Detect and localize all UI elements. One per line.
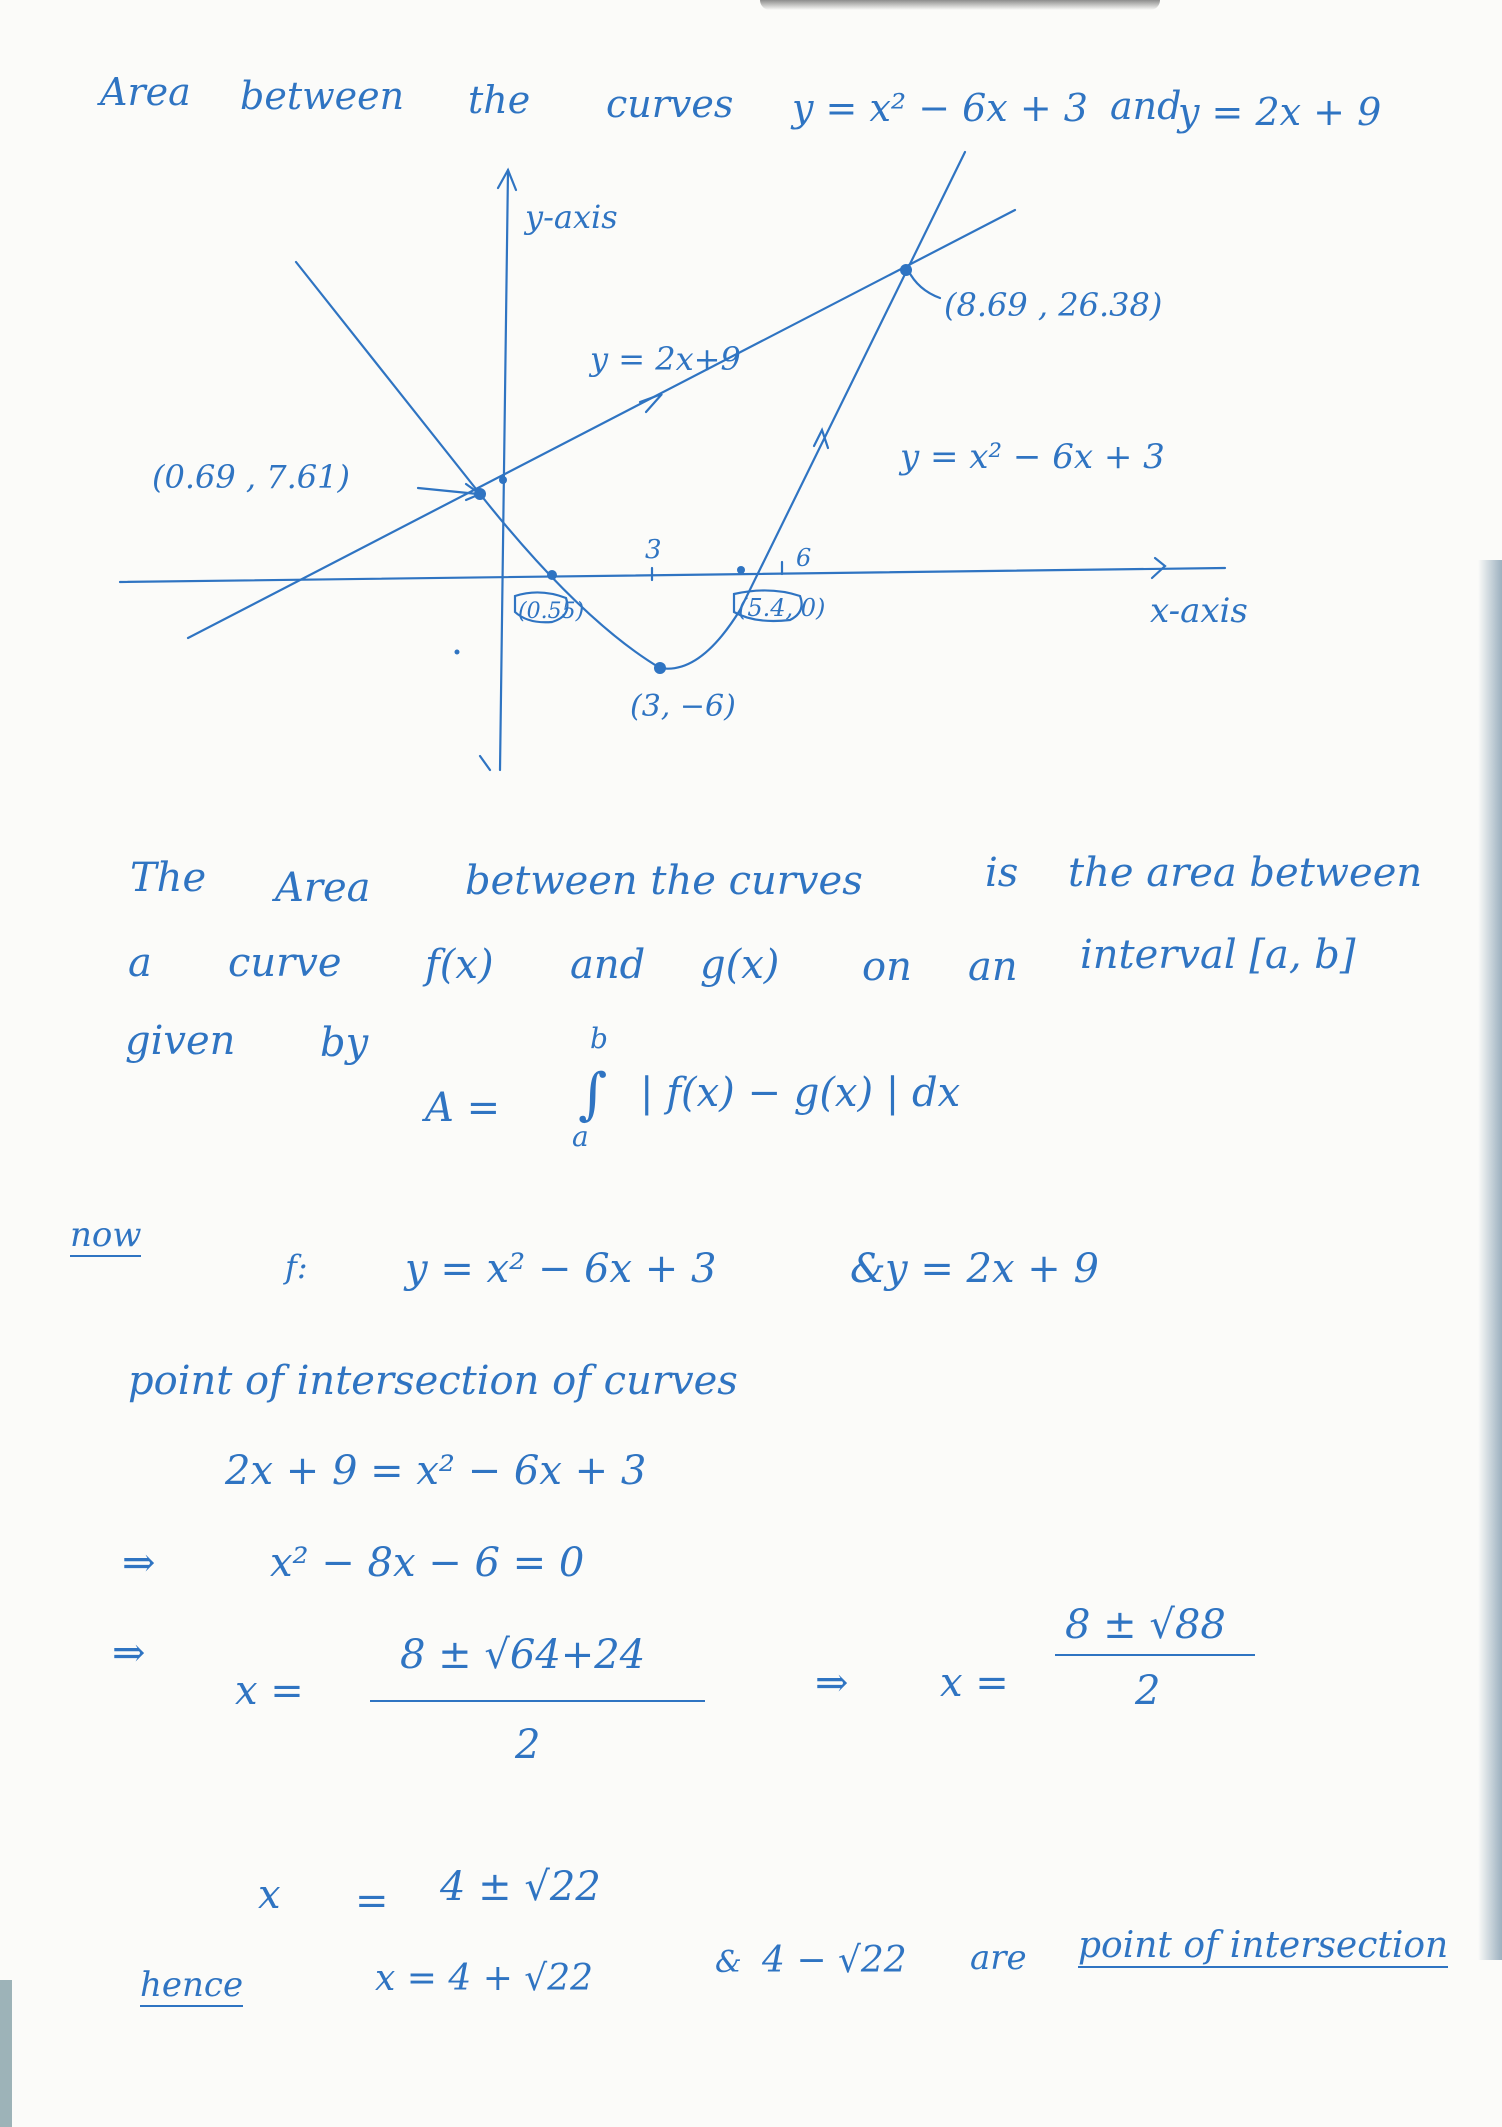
x-axis: [120, 568, 1225, 582]
title-word: and: [1110, 84, 1182, 128]
x-axis-label: x-axis: [1150, 591, 1248, 631]
formula-lhs: A =: [425, 1085, 501, 1131]
text-by: by: [320, 1020, 369, 1066]
curve-sketch: [0, 0, 1502, 820]
fraction-bar-2: [1055, 1654, 1255, 1656]
integral-sign: ∫: [578, 1062, 608, 1127]
pointer-left: [418, 488, 478, 494]
parabola-label: y = x² − 6x + 3: [900, 437, 1165, 477]
text-curve: curve: [228, 940, 342, 986]
tick-6-label: 6: [796, 544, 812, 572]
root-point-left: [547, 570, 557, 580]
y-intercept-point: [499, 476, 507, 484]
curves-prefix: f:: [285, 1248, 308, 1286]
fraction-bar-1: [370, 1700, 705, 1702]
hence-root-1: x = 4 + √22: [375, 1958, 594, 1999]
equation-step-2: x² − 8x − 6 = 0: [270, 1540, 585, 1586]
text-between-curves: between the curves: [465, 858, 863, 904]
step-3-equals: =: [355, 1878, 389, 1924]
parabola: [296, 152, 965, 669]
now-label: now: [70, 1215, 142, 1255]
vertex-point: [654, 662, 666, 674]
vertex-label: (3, −6): [630, 689, 736, 724]
pointer-right: [908, 270, 940, 298]
tick-3-label: 3: [645, 535, 662, 565]
intersection-heading: point of intersection of curves: [128, 1358, 738, 1404]
title-word: Area: [100, 70, 191, 114]
text-area: Area: [275, 865, 371, 911]
title-word: between: [240, 74, 405, 118]
numerator-2: 8 ± √88: [1065, 1602, 1226, 1648]
text-area-between: the area between: [1068, 850, 1423, 896]
page-edge-left: [0, 1980, 12, 2127]
y-axis: [500, 170, 508, 770]
denominator-2: 2: [1135, 1668, 1161, 1714]
implies-arrow: ⇒: [112, 1630, 146, 1676]
formula-lower-limit: a: [572, 1120, 589, 1153]
intersection-point-left: [474, 488, 486, 500]
formula-upper-limit: b: [590, 1022, 608, 1055]
text-are: are: [970, 1938, 1027, 1978]
text-a: a: [128, 940, 152, 986]
title-equation-2: y = 2x + 9: [1178, 90, 1382, 134]
hence-root-2: 4 − √22: [762, 1940, 907, 1981]
x-equals-2: x =: [940, 1660, 1009, 1706]
numerator-1: 8 ± √64+24: [400, 1632, 646, 1678]
hence-label: hence: [140, 1965, 244, 2005]
step-3-lhs: x: [258, 1872, 281, 1918]
curve-1: y = x² − 6x + 3: [405, 1246, 717, 1292]
text-given: given: [125, 1018, 236, 1064]
text-an: an: [968, 944, 1018, 990]
conclusion-text: point of intersection: [1078, 1925, 1449, 1966]
formula-integrand: | f(x) − g(x) | dx: [640, 1070, 961, 1116]
stray-dot: [455, 650, 460, 655]
implies-arrow: ⇒: [122, 1540, 156, 1586]
step-3-rhs: 4 ± √22: [440, 1864, 601, 1910]
equation-step-1: 2x + 9 = x² − 6x + 3: [225, 1448, 647, 1494]
intersection-label-right: (8.69 , 26.38): [944, 286, 1163, 324]
denominator-1: 2: [515, 1722, 541, 1768]
title-equation-1: y = x² − 6x + 3: [792, 86, 1088, 130]
intersection-label-left: (0.69 , 7.61): [152, 458, 350, 496]
y-axis-label: y-axis: [525, 198, 618, 236]
line-label: y = 2x+9: [590, 340, 741, 378]
amp-symbol: &: [850, 1246, 886, 1292]
intersection-point-right: [900, 264, 912, 276]
text-interval: interval [a, b]: [1080, 932, 1356, 978]
y-axis-tail-mark: [480, 756, 490, 770]
root-point-right: [737, 566, 745, 574]
implies-arrow: ⇒: [815, 1660, 849, 1706]
title-word: curves: [606, 82, 734, 126]
x-equals: x =: [235, 1668, 304, 1714]
hence-amp: &: [715, 1945, 742, 1980]
root-right-label: (5.4, 0): [738, 594, 826, 622]
title-word: the: [468, 78, 531, 122]
text-gx: g(x): [700, 942, 780, 988]
text-and: and: [570, 942, 646, 988]
curve-2: y = 2x + 9: [885, 1246, 1099, 1292]
text-on: on: [862, 944, 912, 990]
text-the: The: [130, 855, 207, 901]
line-y-2x-9: [188, 210, 1015, 638]
root-left-label: (0.55): [518, 599, 585, 624]
text-fx: f(x): [425, 942, 494, 988]
text-is: is: [985, 850, 1019, 896]
